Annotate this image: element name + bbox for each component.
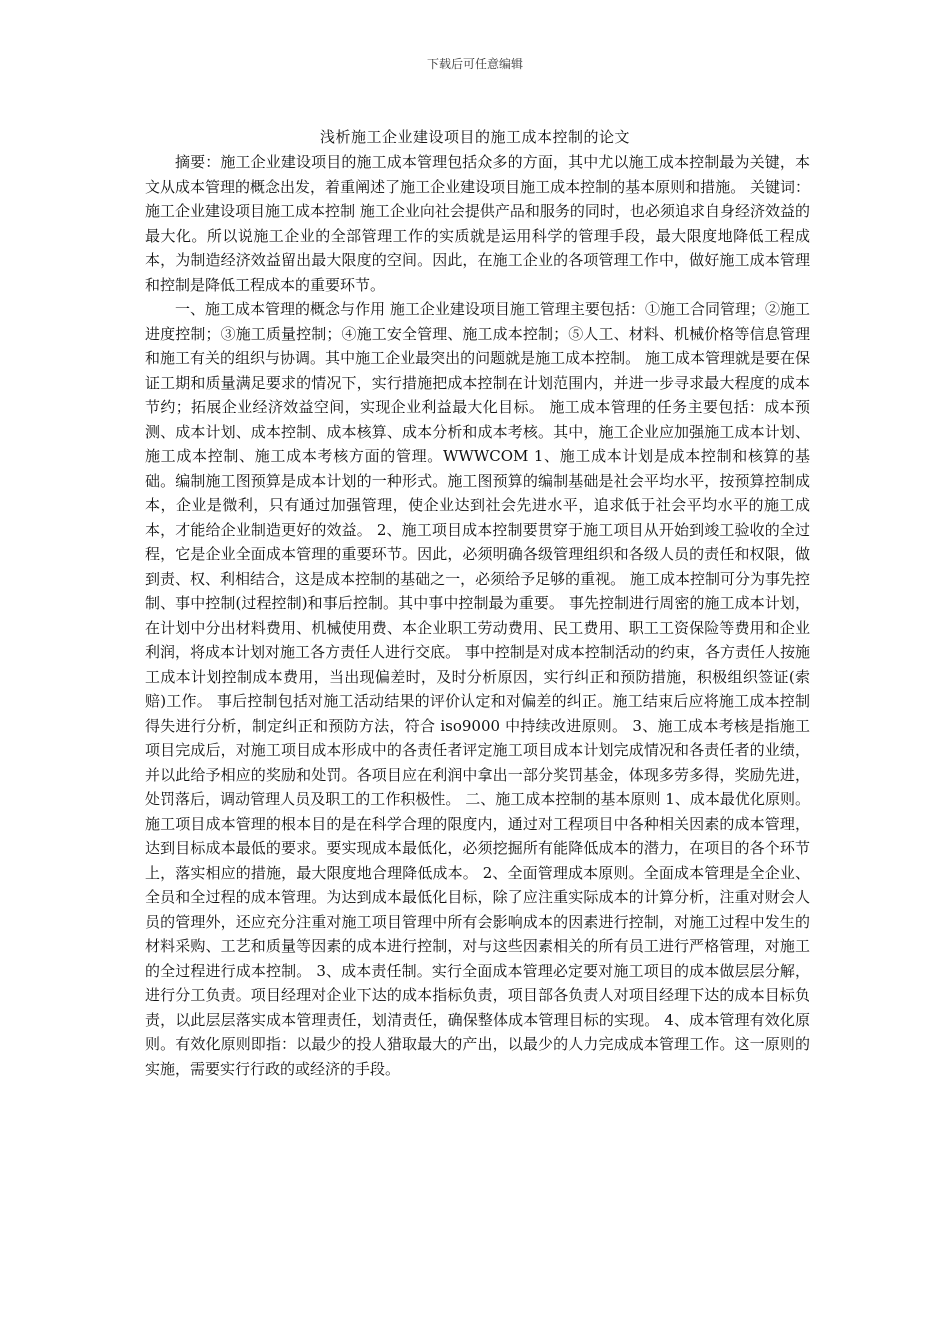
body-paragraph: 一、施工成本管理的概念与作用 施工企业建设项目施工管理主要包括：①施工合同管理；②施工进度控制；③施工质量控制；④施工安全管理、施工成本控制；⑤人工、材料、机械价格等信息管理和施工有关的组织与协调。其中施工企业最突出的问题就是施工成本控制。 施工成本管理就是要在保证工期和质量满足要求的情况下，实行措施把成本控制在计划范围内，并进一步寻求最大程度的成本节约；拓展企业经济效益空间，实现企业利益最大化目标。 施工成本管理的任务主要包括：成本预测、成本计划、成本控制、成本核算、成本分析和成本考核。其中，施工企业应加强施工成本计划、施工成本控制、施工成本考核方面的管理。WWWCOM 1、施工成本计划是成本控制和核算的基础。编制施工图预算是成本计划的一种形式。施工图预算的编制基础是社会平均水平，按预算控制成本，企业是微利，只有通过加强管理，使企业达到社会先进水平，追求低于社会平均水平的施工成本，才能给企业制造更好的效益。 2、施工项目成本控制要贯穿于施工项目从开始到竣工验收的全过程，它是企业全面成本管理的重要环节。因此，必须明确各级管理组织和各级人员的责任和权限，做到责、权、利相结合，这是成本控制的基础之一，必须给予足够的重视。 施工成本控制可分为事先控制、事中控制(过程控制)和事后控制。其中事中控制最为重要。 事先控制进行周密的施工成本计划，在计划中分出材料费用、机械使用费、本企业职工劳动费用、民工费用、职工工资保险等费用和企业利润，将成本计划对施工各方责任人进行交底。 事中控制是对成本控制活动的约束，各方责任人按施工成本计划控制成本费用，当出现偏差时，及时分析原因，实行纠正和预防措施，积极组织签证(索赔)工作。 事后控制包括对施工活动结果的评价认定和对偏差的纠正。施工结束后应将施工成本控制得失进行分析，制定纠正和预防方法，符合 iso9000 中持续改进原则。 3、施工成本考核是指施工项目完成后，对施工项目成本形成中的各责任者评定施工项目成本计划完成情况和各责任者的业绩，并以此给予相应的奖励和处罚。各项目应在利润中拿出一部分奖罚基金，体现多劳多得，奖励先进，处罚落后，调动管理人员及职工的工作积极性。 二、施工成本控制的基本原则 1、成本最优化原则。施工项目成本管理的根本目的是在科学合理的限度内，通过对工程项目中各种相关因素的成本管理，达到目标成本最低的要求。要实现成本最低化，必须挖掘所有能降低成本的潜力，在项目的各个环节上，落实相应的措施，最大限度地合理降低成本。 2、全面管理成本原则。全面成本管理是全企业、全员和全过程的成本管理。为达到成本最低化目标，除了应注重实际成本的计算分析，注重对财会人员的管理外，还应充分注重对施工项目管理中所有会影响成本的因素进行控制，对施工过程中发生的材料采购、工艺和质量等因素的成本进行控制，对与这些因素相关的所有员工进行严格管理，对施工的全过程进行成本控制。 3、成本责任制。实行全面成本管理必定要对施工项目的成本做层层分解，进行分工负责。项目经理对企业下达的成本指标负责，项目部各负责人对项目经理下达的成本目标负责，以此层层落实成本管理责任，划清责任，确保整体成本管理目标的实现。 4、成本管理有效化原则。有效化原则即指：以最少的投人猎取最大的产出，以最少的人力完成成本管理工作。这一原则的实施，需要实行行政的或经济的手段。 [145, 300, 810, 1078]
body-paragraph: 摘要：施工企业建设项目的施工成本管理包括众多的方面，其中尤以施工成本控制最为关键，本文从成本管理的概念出发，着重阐述了施工企业建设项目施工成本控制的基本原则和措施。 关键词：施工企业建设项目施工成本控制 施工企业向社会提供产品和服务的同时，也必须追求自身经济效益的最大化。所以说施工企业的全部管理工作的实质就是运用科学的管理手段，最大限度地降低工程成本，为制造经济效益留出最大限度的空间。因此，在施工企业的各项管理工作中，做好施工成本管理和控制是降低工程成本的重要环节。 [145, 153, 810, 294]
header-note: 下载后可任意编辑 [426, 57, 523, 71]
document-title: 浅析施工企业建设项目的施工成本控制的论文 [319, 128, 630, 146]
document-body [145, 150, 810, 1081]
